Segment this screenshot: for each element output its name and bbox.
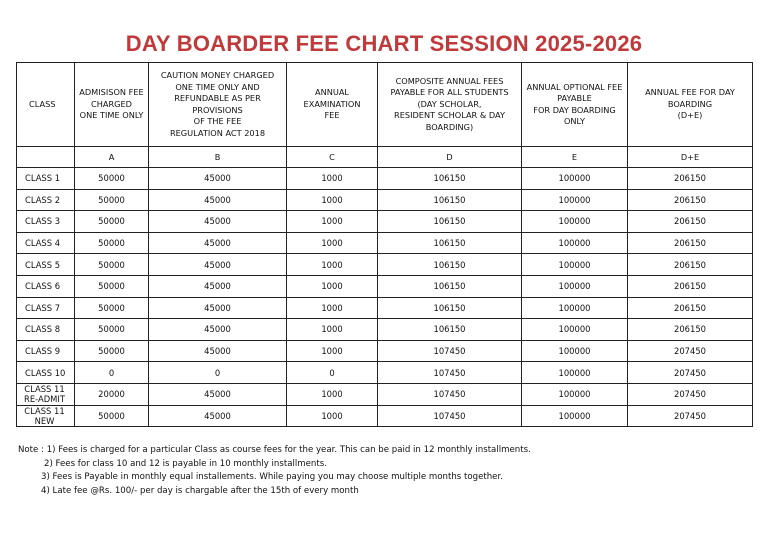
optional-fee-cell: 100000 bbox=[522, 254, 628, 276]
page-title: DAY BOARDER FEE CHART SESSION 2025-2026 bbox=[125, 31, 643, 56]
admission-fee-cell: 50000 bbox=[75, 319, 149, 341]
optional-fee-cell: 100000 bbox=[522, 297, 628, 319]
header-row bbox=[17, 63, 753, 147]
caution-money-cell: 45000 bbox=[149, 405, 287, 427]
table-row bbox=[17, 405, 753, 427]
column-letter: A bbox=[75, 147, 149, 168]
examination-fee-cell: 1000 bbox=[287, 168, 378, 190]
day-boarding-fee-cell: 206150 bbox=[628, 168, 753, 190]
admission-fee-cell: 50000 bbox=[75, 211, 149, 233]
examination-fee-cell: 1000 bbox=[287, 340, 378, 362]
column-header-day-boarding-fee: ANNUAL FEE FOR DAY BOARDING (D+E) bbox=[628, 63, 753, 147]
class-cell: CLASS 7 bbox=[17, 297, 75, 319]
optional-fee-cell: 100000 bbox=[522, 405, 628, 427]
day-boarding-fee-cell: 206150 bbox=[628, 254, 753, 276]
table-row bbox=[17, 232, 753, 254]
composite-fee-cell: 106150 bbox=[378, 275, 522, 297]
examination-fee-cell: 0 bbox=[287, 362, 378, 384]
composite-fee-cell: 106150 bbox=[378, 254, 522, 276]
caution-money-cell: 45000 bbox=[149, 232, 287, 254]
caution-money-cell: 45000 bbox=[149, 168, 287, 190]
composite-fee-cell: 107450 bbox=[378, 362, 522, 384]
admission-fee-cell: 50000 bbox=[75, 254, 149, 276]
admission-fee-cell: 20000 bbox=[75, 383, 149, 405]
examination-fee-cell: 1000 bbox=[287, 211, 378, 233]
examination-fee-cell: 1000 bbox=[287, 275, 378, 297]
day-boarding-fee-cell: 206150 bbox=[628, 189, 753, 211]
note-line: 4) Late fee @Rs. 100/- per day is chargable after the 15th of every month bbox=[41, 485, 359, 496]
column-letter: C bbox=[287, 147, 378, 168]
column-letter bbox=[17, 147, 75, 168]
admission-fee-cell: 50000 bbox=[75, 232, 149, 254]
class-cell: CLASS 9 bbox=[17, 340, 75, 362]
table-row bbox=[17, 254, 753, 276]
day-boarding-fee-cell: 206150 bbox=[628, 297, 753, 319]
admission-fee-cell: 50000 bbox=[75, 340, 149, 362]
caution-money-cell: 45000 bbox=[149, 275, 287, 297]
column-letter: D bbox=[378, 147, 522, 168]
class-cell: CLASS 5 bbox=[17, 254, 75, 276]
composite-fee-cell: 106150 bbox=[378, 189, 522, 211]
day-boarding-fee-cell: 207450 bbox=[628, 340, 753, 362]
column-letter-row bbox=[17, 147, 753, 168]
optional-fee-cell: 100000 bbox=[522, 340, 628, 362]
column-header-caution-money: CAUTION MONEY CHARGED ONE TIME ONLY AND REFUNDABLE AS PER PROVISIONS OF THE FEE REGULATION ACT 2018 bbox=[149, 63, 287, 147]
caution-money-cell: 45000 bbox=[149, 189, 287, 211]
admission-fee-cell: 50000 bbox=[75, 275, 149, 297]
optional-fee-cell: 100000 bbox=[522, 189, 628, 211]
column-letter: D+E bbox=[628, 147, 753, 168]
column-letter: B bbox=[149, 147, 287, 168]
column-header-examination-fee: ANNUAL EXAMINATION FEE bbox=[287, 63, 378, 147]
column-header-optional-fee: ANNUAL OPTIONAL FEE PAYABLE FOR DAY BOARDING ONLY bbox=[522, 63, 628, 147]
table-row bbox=[17, 340, 753, 362]
fee-table-body bbox=[17, 168, 753, 427]
optional-fee-cell: 100000 bbox=[522, 211, 628, 233]
column-header-admission-fee: ADMISISON FEE CHARGED ONE TIME ONLY bbox=[75, 63, 149, 147]
composite-fee-cell: 106150 bbox=[378, 211, 522, 233]
examination-fee-cell: 1000 bbox=[287, 254, 378, 276]
examination-fee-cell: 1000 bbox=[287, 383, 378, 405]
class-cell: CLASS 8 bbox=[17, 319, 75, 341]
caution-money-cell: 45000 bbox=[149, 254, 287, 276]
day-boarding-fee-cell: 206150 bbox=[628, 275, 753, 297]
composite-fee-cell: 106150 bbox=[378, 168, 522, 190]
examination-fee-cell: 1000 bbox=[287, 319, 378, 341]
notes-section bbox=[18, 444, 531, 498]
composite-fee-cell: 106150 bbox=[378, 232, 522, 254]
note-line: Note : 1) Fees is charged for a particular Class as course fees for the year. This can be paid in 12 monthly installments. bbox=[18, 445, 531, 455]
caution-money-cell: 45000 bbox=[149, 319, 287, 341]
optional-fee-cell: 100000 bbox=[522, 275, 628, 297]
class-cell: CLASS 6 bbox=[17, 275, 75, 297]
table-row bbox=[17, 168, 753, 190]
examination-fee-cell: 1000 bbox=[287, 405, 378, 427]
table-row bbox=[17, 319, 753, 341]
optional-fee-cell: 100000 bbox=[522, 383, 628, 405]
note-line: 2) Fees for class 10 and 12 is payable in 10 monthly installments. bbox=[44, 458, 327, 469]
table-row bbox=[17, 362, 753, 384]
class-cell: CLASS 1 bbox=[17, 168, 75, 190]
examination-fee-cell: 1000 bbox=[287, 189, 378, 211]
composite-fee-cell: 106150 bbox=[378, 319, 522, 341]
examination-fee-cell: 1000 bbox=[287, 297, 378, 319]
class-cell: CLASS 10 bbox=[17, 362, 75, 384]
class-cell: CLASS 11 NEW bbox=[17, 405, 75, 427]
optional-fee-cell: 100000 bbox=[522, 168, 628, 190]
column-letter: E bbox=[522, 147, 628, 168]
composite-fee-cell: 106150 bbox=[378, 297, 522, 319]
table-row bbox=[17, 211, 753, 233]
caution-money-cell: 0 bbox=[149, 362, 287, 384]
table-row bbox=[17, 383, 753, 405]
caution-money-cell: 45000 bbox=[149, 383, 287, 405]
caution-money-cell: 45000 bbox=[149, 340, 287, 362]
caution-money-cell: 45000 bbox=[149, 211, 287, 233]
admission-fee-cell: 50000 bbox=[75, 189, 149, 211]
optional-fee-cell: 100000 bbox=[522, 362, 628, 384]
composite-fee-cell: 107450 bbox=[378, 340, 522, 362]
table-row bbox=[17, 275, 753, 297]
class-cell: CLASS 4 bbox=[17, 232, 75, 254]
column-header-class: CLASS bbox=[17, 63, 75, 147]
optional-fee-cell: 100000 bbox=[522, 232, 628, 254]
day-boarding-fee-cell: 206150 bbox=[628, 232, 753, 254]
admission-fee-cell: 0 bbox=[75, 362, 149, 384]
day-boarding-fee-cell: 206150 bbox=[628, 211, 753, 233]
day-boarding-fee-cell: 207450 bbox=[628, 405, 753, 427]
caution-money-cell: 45000 bbox=[149, 297, 287, 319]
day-boarding-fee-cell: 207450 bbox=[628, 383, 753, 405]
fee-chart-table bbox=[16, 62, 753, 427]
note-line: 3) Fees is Payable in monthly equal installements. While paying you may choose multiple months together. bbox=[41, 472, 503, 482]
admission-fee-cell: 50000 bbox=[75, 405, 149, 427]
admission-fee-cell: 50000 bbox=[75, 168, 149, 190]
class-cell: CLASS 3 bbox=[17, 211, 75, 233]
column-header-composite-fees: COMPOSITE ANNUAL FEES PAYABLE FOR ALL STUDENTS (DAY SCHOLAR, RESIDENT SCHOLAR & DAY BOARDING) bbox=[378, 63, 522, 147]
optional-fee-cell: 100000 bbox=[522, 319, 628, 341]
table-row bbox=[17, 189, 753, 211]
composite-fee-cell: 107450 bbox=[378, 405, 522, 427]
class-cell: CLASS 11 RE-ADMIT bbox=[17, 383, 75, 405]
table-row bbox=[17, 297, 753, 319]
composite-fee-cell: 107450 bbox=[378, 383, 522, 405]
day-boarding-fee-cell: 207450 bbox=[628, 362, 753, 384]
examination-fee-cell: 1000 bbox=[287, 232, 378, 254]
class-cell: CLASS 2 bbox=[17, 189, 75, 211]
admission-fee-cell: 50000 bbox=[75, 297, 149, 319]
day-boarding-fee-cell: 206150 bbox=[628, 319, 753, 341]
